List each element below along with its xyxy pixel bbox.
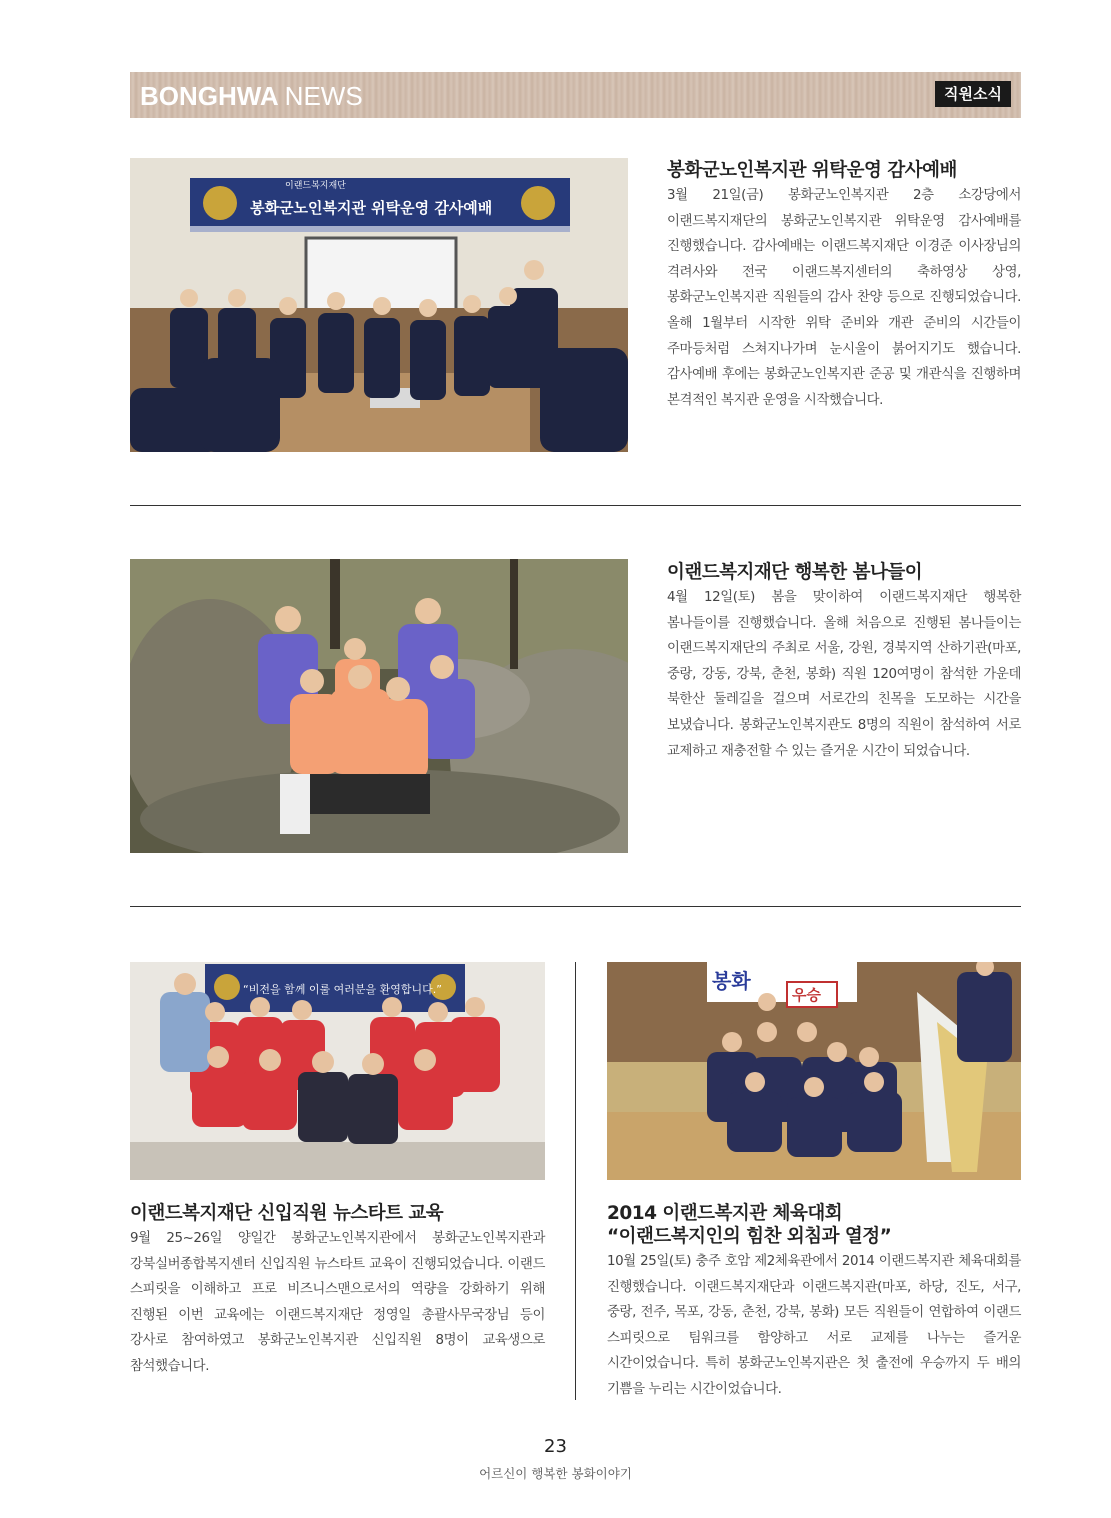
article-2-body: 4월 12일(토) 봄을 맞이하여 이랜드복지재단 행복한 봄나들이를 진행했습니다. 올해 처음으로 진행된 봄나들이는 이랜드복지재단의 주최로 서울, 강원, 경북지역 산하기관(마포, 중랑, 강동, 강북, 춘천, 봉화) 직원 120여명이 참석한 가운데 북한산 둘레길을 걸으며 서로간의 친목을 도모하는 시간을 보냈습니다. 봉화군노인복지관도 8명의 직원이 참석하여 서로 교제하고 재충전할 수 있는 즐거운 시간이 되었습니다. (667, 590, 1021, 759)
article-3-body: 9월 25~26일 양일간 봉화군노인복지관에서 봉화군노인복지관과 강북실버종합복지센터 신입직원 뉴스타트 교육이 진행되었습니다. 이랜드 스피릿을 이해하고 프로 비즈니스맨으로서의 역량을 강화하기 위해 진행된 이번 교육에는 이랜드복지재단 정영일 총괄사무국장님 등이 강사로 참여하였고 봉화군노인복지관 신입직원 8명이 교육생으로 참석했습니다. (130, 1231, 545, 1374)
article-4-body: 10월 25일(토) 충주 호암 제2체육관에서 2014 이랜드복지관 체육대회를 진행했습니다. 이랜드복지재단과 이랜드복지관(마포, 하당, 진도, 서구, 중랑, 전주, 목포, 강동, 춘천, 강북, 봉화) 모든 직원들이 연합하여 이랜드 스피릿으로 팀워크를 함양하고 서로 교제를 나누는 즐거운 시간이었습니다. 특히 봉화군노인복지관은 첫 출전에 우승까지 두 배의 기쁨을 누리는 시간이었습니다. (607, 1254, 1021, 1397)
banner-small-text: 이랜드복지재단 (285, 181, 346, 191)
page-header (130, 72, 1021, 118)
education-photo (130, 962, 545, 1180)
banner-text: 봉화군노인복지관 위탁운영 감사예배 (250, 199, 493, 217)
article-4-title-line1: 2014 이랜드복지관 체육대회 (607, 1203, 843, 1224)
article-4-photo (607, 962, 1021, 1180)
divider-2 (130, 906, 1021, 907)
brand-light: NEWS (284, 81, 363, 111)
footer-caption: 어르신이 행복한 봉화이야기 (479, 1466, 632, 1481)
article-1-title: 봉화군노인복지관 위탁운영 감사예배 (667, 160, 957, 181)
article-2-photo (130, 559, 628, 853)
article-1-photo (130, 158, 628, 452)
section-label: 직원소식 (935, 81, 1011, 107)
page-number: 23 (544, 1436, 567, 1457)
article-3-photo (130, 962, 545, 1180)
brand-bold: BONGHWA (140, 81, 279, 111)
article-1-body: 3월 21일(금) 봉화군노인복지관 2층 소강당에서 이랜드복지재단의 봉화군노인복지관 위탁운영 감사예배를 진행했습니다. 감사예배는 이랜드복지재단 이경준 이사장님의 격려사와 전국 이랜드복지센터의 축하영상 상영, 봉화군노인복지관 직원들의 감사 찬양 등으로 진행되었습니다. 올해 1월부터 시작한 위탁 준비와 개관 준비의 시간들이 주마등처럼 스쳐지나가며 눈시울이 붉어지기도 했습니다. 감사예배 후에는 봉화군노인복지관 준공 및 개관식을 진행하며 본격적인 복지관 운영을 시작했습니다. (667, 188, 1021, 408)
article-3-title: 이랜드복지재단 신입직원 뉴스타트 교육 (130, 1203, 444, 1224)
sign-bonghwa: 봉화 (712, 969, 751, 993)
banner-text: “비전을 함께 이룰 여러분을 환영합니다.” (243, 983, 442, 996)
sports-photo (607, 962, 1021, 1180)
column-divider (575, 962, 576, 1400)
article-4-title-line2: “이랜드복지인의 힘찬 외침과 열정” (607, 1226, 892, 1247)
brand-title (140, 81, 363, 112)
divider-1 (130, 505, 1021, 506)
sign-winner: 우승 (792, 986, 821, 1004)
outing-photo (130, 559, 628, 853)
ceremony-photo (130, 158, 628, 452)
article-2-title: 이랜드복지재단 행복한 봄나들이 (667, 562, 923, 583)
